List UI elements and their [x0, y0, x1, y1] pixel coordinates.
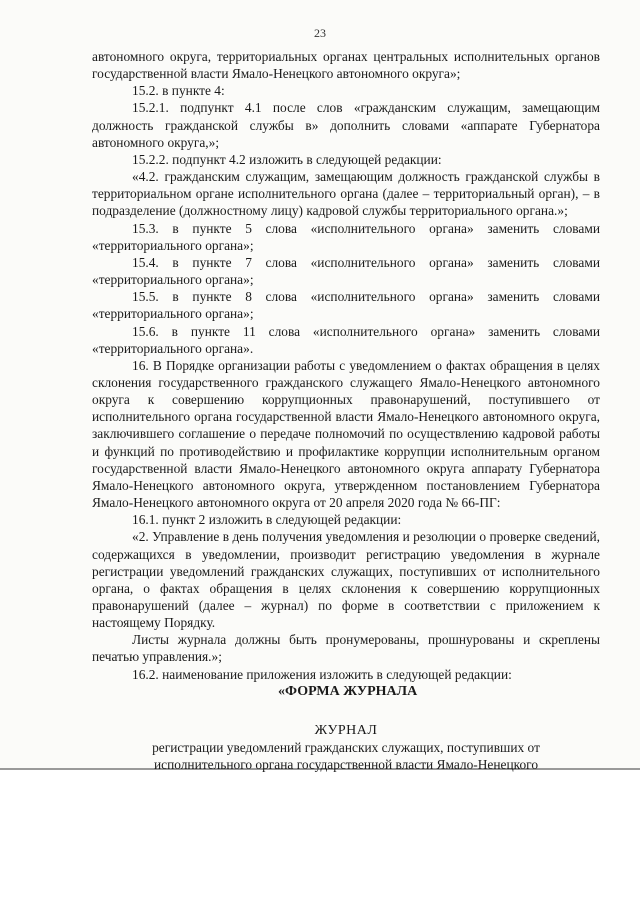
paragraph: 15.3. в пункте 5 слова «исполнительного органа» заменить словами «территориального органа»; — [92, 220, 600, 253]
form-title: «ФОРМА ЖУРНАЛА — [278, 683, 418, 699]
paragraph: 15.4. в пункте 7 слова «исполнительного органа» заменить словами «территориального органа»; — [92, 254, 600, 288]
paragraph: «4.2. гражданским служащим, замещающим должность гражданской службы в территориальном органе исполнительного органа (далее – территориальный орган), – в подразделение (должностному лицу) кадровой службы территориального органа.»; — [92, 169, 600, 219]
paragraph: «2. Управление в день получения уведомления и резолюции о проверке сведений, содержащихся в уведомлении, производит регистрацию уведомления в журнале регистрации уведомлений гражданских служащих, поступивших от исполнительного органа, о фактах обращения в целях склонения к совершению коррупционных правонарушений (далее – журнал) по форме в соответствии с приложением к настоящему Порядку. — [92, 529, 600, 631]
journal-subtitle-line: регистрации уведомлений гражданских служащих, поступивших от — [152, 739, 540, 755]
journal-heading: ЖУРНАЛ — [314, 722, 378, 738]
page-number: 23 — [314, 26, 326, 40]
document-body — [92, 48, 600, 773]
paragraph: 16.1. пункт 2 изложить в следующей редакции: — [132, 512, 402, 528]
paragraph: автономного округа, территориальных органах центральных исполнительных органов государственной власти Ямало-Ненецкого автономного округа»; — [92, 49, 600, 82]
journal-subtitle-line: исполнительного органа государственной власти Ямало-Ненецкого — [153, 757, 539, 773]
paragraph: 15.6. в пункте 11 слова «исполнительного органа» заменить словами «территориального органа». — [92, 323, 600, 356]
paragraph: 15.2.2. подпункт 4.2 изложить в следующей редакции: — [132, 151, 442, 167]
spacer — [92, 700, 600, 722]
paragraph: 16.2. наименование приложения изложить в следующей редакции: — [132, 666, 512, 682]
paragraph: 15.2.1. подпункт 4.1 после слов «гражданским служащим, замещающим должность гражданской службы в» дополнить словами «аппарате Губернатора автономного округа,»; — [92, 100, 600, 150]
paragraph: 15.2. в пункте 4: — [132, 83, 225, 99]
paragraph: 15.5. в пункте 8 слова «исполнительного органа» заменить словами «территориального органа»; — [92, 289, 600, 322]
paragraph: Листы журнала должны быть пронумерованы, прошнурованы и скреплены печатью управления.»; — [92, 632, 600, 665]
paragraph: 16. В Порядке организации работы с уведомлением о фактах обращения в целях склонения государственного гражданского служащего Ямало-Ненецкого автономного округа к совершению коррупционных правонарушений, поступившего от исполнительного органа государственной власти Ямало-Ненецкого автономного округа, заключившего соглашение о передаче полномочий по осуществлению кадровой работы и функций по противодействию и профилактике коррупции исполнительным органом государственной власти Ямало-Ненецкого автономного округа аппарату Губернатора Ямало-Ненецкого автономного округа, утвержденном постановлением Губернатора Ямало-Ненецкого автономного округа от 20 апреля 2020 года № 66-ПГ: — [92, 357, 600, 511]
